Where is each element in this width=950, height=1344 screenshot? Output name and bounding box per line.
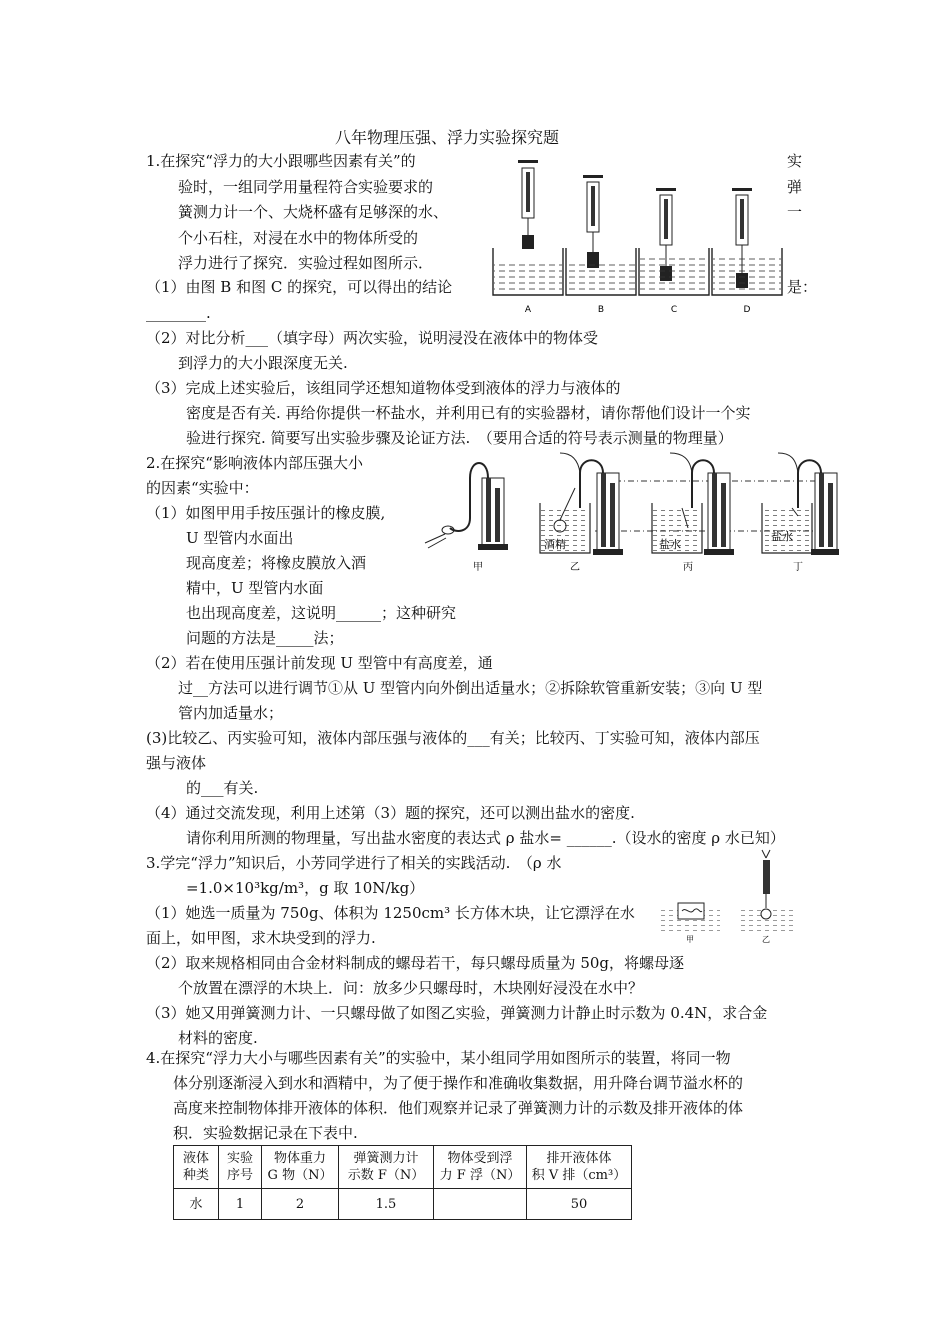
table-header: 排开液体体 积 V 排（cm³） <box>527 1146 632 1189</box>
q1-line: 验时，一组同学用量程符合实验要求的 <box>178 178 434 196</box>
q4-line: 积．实验数据记录在下表中. <box>173 1124 358 1142</box>
q3-line: 3.学完“浮力”知识后，小芳同学进行了相关的实践活动. （ρ 水 <box>146 854 562 872</box>
q3-line: （1）她选一质量为 750g、体积为 1250cm³ 长方体木块，让它漂浮在水 <box>146 904 635 922</box>
q2-line: 管内加适量水； <box>178 704 284 722</box>
q1-line: 到浮力的大小跟深度无关. <box>178 354 348 372</box>
q3-line: 材料的密度. <box>178 1029 258 1047</box>
fig-label: C <box>670 305 678 315</box>
q3-line: 面上，如甲图，求木块受到的浮力. <box>146 929 376 947</box>
table-cell: 水 <box>174 1189 219 1220</box>
table-cell: 1 <box>219 1189 262 1220</box>
q1-line: 弹 <box>787 178 803 196</box>
fig-label: 丁 <box>793 562 803 573</box>
q1-line: 1.在探究“浮力的大小跟哪些因素有关”的 <box>146 152 416 170</box>
fig-label: A <box>524 305 532 315</box>
q3-line: 个放置在漂浮的木块上．问：放多少只螺母时，木块刚好浸没在水中？ <box>178 979 644 997</box>
q1-line: 浮力进行了探究．实验过程如图所示． <box>178 254 434 272</box>
table-header: 实验 序号 <box>219 1146 262 1189</box>
table-cell: 1.5 <box>339 1189 434 1220</box>
q4-line: 高度来控制物体排开液体的体积．他们观察并记录了弹簧测力计的示数及排开液体的体 <box>173 1099 744 1117</box>
q2-line: U 型管内水面出 <box>186 529 294 547</box>
q4-line: 4.在探究“浮力大小与哪些因素有关”的实验中，某小组同学用如图所示的装置，将同一物 <box>146 1049 731 1067</box>
q4-line: 体分别逐渐浸入到水和酒精中，为了便于操作和准确收集数据，用升降台调节溢水杯的 <box>173 1074 744 1092</box>
table-cell: 2 <box>262 1189 339 1220</box>
q2-line: 也出现高度差，这说明______；这种研究 <box>186 604 457 622</box>
q1-line: 簧测力计一个、大烧杯盛有足够深的水、 <box>178 203 449 221</box>
q1-line: 实 <box>787 152 803 170</box>
liquid-label: 酒精 <box>544 538 566 551</box>
fig-label: 乙 <box>762 935 770 944</box>
table-cell <box>434 1189 527 1220</box>
fig-label: 丙 <box>683 562 693 573</box>
q1-line: ________. <box>146 304 211 322</box>
beaker-b <box>566 175 636 295</box>
q2-line: （4）通过交流发现，利用上述第（3）题的探究，还可以测出盐水的密度. <box>146 804 635 822</box>
q1-line: 是： <box>787 278 818 296</box>
table-cell: 50 <box>527 1189 632 1220</box>
q2-line: 现高度差；将橡皮膜放入酒 <box>186 554 367 572</box>
q2-line: （2）若在使用压强计前发现 U 型管中有高度差，通 <box>146 654 493 672</box>
q2-line: 2.在探究“影响液体内部压强大小 <box>146 454 363 472</box>
q3-line: （3）她又用弹簧测力计、一只螺母做了如图乙实验，弹簧测力计静止时示数为 0.4N，求合金 <box>146 1004 768 1022</box>
table-header: 物体重力 G 物（N） <box>262 1146 339 1189</box>
beaker-a <box>493 160 563 295</box>
q3-line: （2）取来规格相同由合金材料制成的螺母若干，每只螺母质量为 50g，将螺母逐 <box>146 954 685 972</box>
q1-line: 验进行探究. 简要写出实验步骤及论证方法. （要用合适的符号表示测量的物理量） <box>186 429 733 447</box>
table-header: 弹簧测力计 示数 F（N） <box>339 1146 434 1189</box>
fig-label: 甲 <box>473 562 483 573</box>
fig-label: B <box>597 305 605 315</box>
q1-line: （3）完成上述实验后，该组同学还想知道物体受到液体的浮力与液体的 <box>146 379 621 397</box>
spring-scale-figure <box>488 160 788 318</box>
liquid-label: 盐水 <box>659 538 681 551</box>
data-table <box>173 1145 632 1220</box>
page-title: 八年物理压强、浮力实验探究题 <box>335 128 560 147</box>
q3-line: =1.0×10³kg/m³，g 取 10N/kg） <box>186 879 425 897</box>
q1-line: （2）对比分析___（填字母）两次实验，说明浸没在液体中的物体受 <box>146 329 599 347</box>
wood-block-figure <box>660 848 800 944</box>
gauge-jia <box>425 463 508 550</box>
table-header: 液体 种类 <box>174 1146 219 1189</box>
table-row <box>174 1189 632 1220</box>
q1-line: （1）由图 B 和图 C 的探究，可以得出的结论 <box>146 278 453 296</box>
q1-line: 个小石柱，对浸在水中的物体所受的 <box>178 229 419 247</box>
q1-line: 一 <box>787 203 803 221</box>
q2-line: 请你利用所测的物理量，写出盐水密度的表达式 ρ 盐水= ______.（设水的密度 ρ 水已知） <box>186 829 785 847</box>
table-header: 物体受到浮 力 F 浮（N） <box>434 1146 527 1189</box>
q2-line: (3)比较乙、丙实验可知，液体内部压强与液体的___有关；比较丙、丁实验可知，液体内部压 <box>146 729 760 747</box>
liquid-label: 盐水 <box>771 530 793 543</box>
fig-label: 甲 <box>686 935 694 944</box>
q2-line: 的___有关. <box>186 779 259 797</box>
pressure-gauge-figure <box>420 448 840 576</box>
q2-line: 过__方法可以进行调节①从 U 型管内向外倒出适量水；②拆除软管重新安装；③向 U 型 <box>178 679 763 697</box>
q2-line: 强与液体 <box>146 754 207 772</box>
q2-line: （1）如图甲用手按压强计的橡皮膜, <box>146 504 386 522</box>
q2-line: 的因素“实验中： <box>146 479 259 497</box>
q2-line: 精中，U 型管内水面 <box>186 579 324 597</box>
beaker-c <box>639 188 709 295</box>
table-header-row <box>174 1146 632 1189</box>
fig-label: D <box>743 305 751 315</box>
fig-label: 乙 <box>570 562 580 573</box>
beaker-d <box>712 188 782 295</box>
q1-line: 密度是否有关. 再给你提供一杯盐水，并利用已有的实验器材，请你帮他们设计一个实 <box>186 404 751 422</box>
q2-line: 问题的方法是_____法； <box>186 629 344 647</box>
